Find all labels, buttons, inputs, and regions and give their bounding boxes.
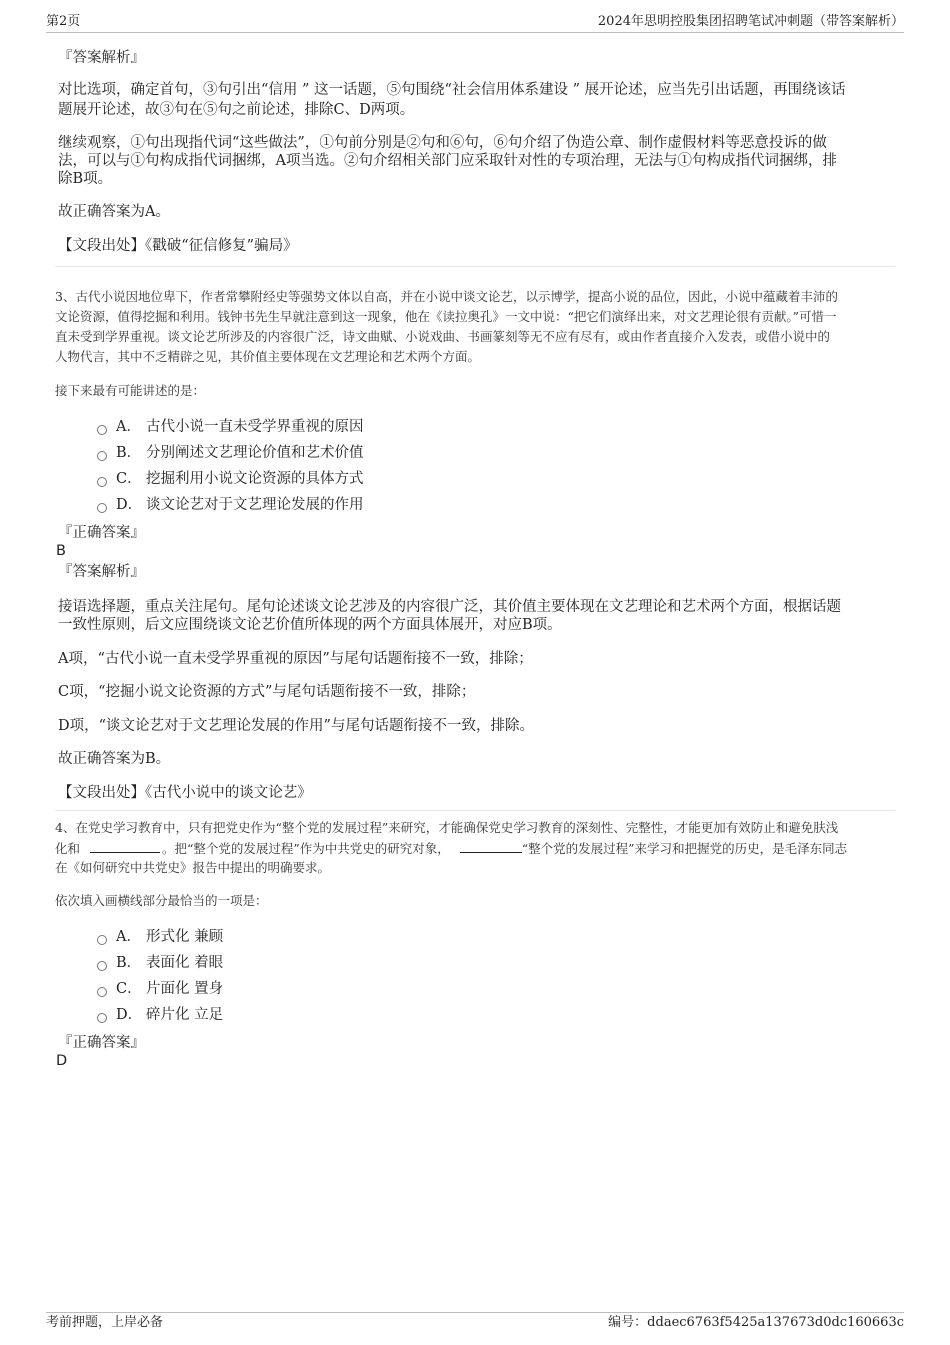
q2-analysis-line: 对比选项，确定首句，③句引出“信用 ” 这一话题，⑤句围绕“社会信用体系建设 ” 展开论述，应当先引出话题，再围绕该话 <box>58 82 846 98</box>
radio-option-c[interactable] <box>97 477 107 487</box>
radio-option-a[interactable] <box>97 425 107 435</box>
q2-analysis-line: 题展开论述，故③句在⑤句之前论述，排除C、D两项。 <box>58 102 415 118</box>
footer-serial: 编号：ddaec6763f5425a137673d0dc160663c <box>608 1315 904 1330</box>
radio-option-d[interactable] <box>97 503 107 513</box>
q3-stem-line: 人物代言，其中不乏精辟之见，其价值主要体现在文艺理论和艺术两个方面。 <box>55 349 481 364</box>
q3-answer-label: 『正确答案』 <box>58 525 145 541</box>
q4-stem-line: 在《如何研究中共党史》报告中提出的明确要求。 <box>55 860 331 875</box>
q3-analysis-label: 『答案解析』 <box>58 564 145 580</box>
blank-2 <box>460 840 522 853</box>
q3-analysis-line: 接语选择题，重点关注尾句。尾句论述谈文论艺涉及的内容很广泛，其价值主要体现在文艺理论和艺术两个方面，根据话题 <box>58 599 841 615</box>
q4-answer-label: 『正确答案』 <box>58 1035 145 1051</box>
blank-1 <box>90 840 160 853</box>
footer-slogan: 考前押题，上岸必备 <box>46 1315 164 1330</box>
q2-analysis-line: 除B项。 <box>58 171 113 187</box>
q2-source: 【文段出处】《戳破“征信修复”骗局》 <box>58 238 298 254</box>
q3-prompt: 接下来最有可能讲述的是： <box>55 383 206 398</box>
q2-analysis-line: 继续观察，①句出现指代词“这些做法”，①句前分别是②句和⑥句，⑥句介绍了伪造公章、制作虚假材料等恶意投诉的做 <box>58 135 827 151</box>
q4-answer: D <box>56 1053 68 1069</box>
q3-analysis-c: C项，“挖掘小说文论资源的方式”与尾句话题衔接不一致，排除； <box>58 684 476 700</box>
radio-option-d[interactable] <box>97 1013 107 1023</box>
q3-stem-line: 直未受到学界重视。谈文论艺所涉及的内容很广泛，诗文曲赋、小说戏曲、书画篆刻等无不应有尽有，或由作者直接介入发表，或借小说中的 <box>55 329 831 344</box>
radio-option-c[interactable] <box>97 987 107 997</box>
divider <box>55 810 895 811</box>
radio-option-b[interactable] <box>97 961 107 971</box>
page-footer <box>46 1312 904 1333</box>
divider <box>55 266 895 267</box>
q4-stem-line: 4、在党史学习教育中，只有把党史作为“整个党的发展过程”来研究，才能确保党史学习教育的深刻性、完整性，才能更加有效防止和避免肤浅 <box>55 820 839 835</box>
radio-option-a[interactable] <box>97 935 107 945</box>
page-number: 第2页 <box>46 14 81 29</box>
radio-option-b[interactable] <box>97 451 107 461</box>
q3-stem-line: 文论资源，值得挖掘和利用。钱钟书先生早就注意到这一现象，他在《读拉奥孔》一文中说：“把它们演绎出来，对文艺理论很有贡献。”可惜一 <box>55 309 837 324</box>
q3-analysis-d: D项，“谈文论艺对于文艺理论发展的作用”与尾句话题衔接不一致，排除。 <box>58 718 534 734</box>
q3-answer: B <box>56 543 66 559</box>
q2-analysis-line: 法，可以与①句构成指代词捆绑，A项当选。②句介绍相关部门应采取针对性的专项治理，无法与①句构成指代词捆绑，排 <box>58 153 837 169</box>
q3-conclusion: 故正确答案为B。 <box>58 751 171 767</box>
q2-conclusion: 故正确答案为A。 <box>58 204 170 220</box>
q3-source: 【文段出处】《古代小说中的谈文论艺》 <box>58 785 312 801</box>
q4-prompt: 依次填入画横线部分最恰当的一项是： <box>55 893 268 908</box>
document-title: 2024年思明控股集团招聘笔试冲刺题（带答案解析） <box>597 14 904 29</box>
q4-stem-line: 化和 。把“整个党的发展过程”作为中共党史的研究对象， “整个党的发展过程”来学习和把握党的历史，是毛泽东同志 <box>55 841 848 856</box>
q3-stem-line: 3、古代小说因地位卑下，作者常攀附经史等强势文体以自高，并在小说中谈文论艺，以示博学，提高小说的品位，因此，小说中蕴藏着丰沛的 <box>55 289 838 304</box>
q3-analysis-a: A项，“古代小说一直未受学界重视的原因”与尾句话题衔接不一致，排除； <box>58 651 533 667</box>
q2-analysis-label: 『答案解析』 <box>58 50 145 66</box>
page-header <box>46 14 904 33</box>
q3-analysis-line: 一致性原则，后文应围绕谈文论艺价值所体现的两个方面具体展开，对应B项。 <box>58 617 562 633</box>
